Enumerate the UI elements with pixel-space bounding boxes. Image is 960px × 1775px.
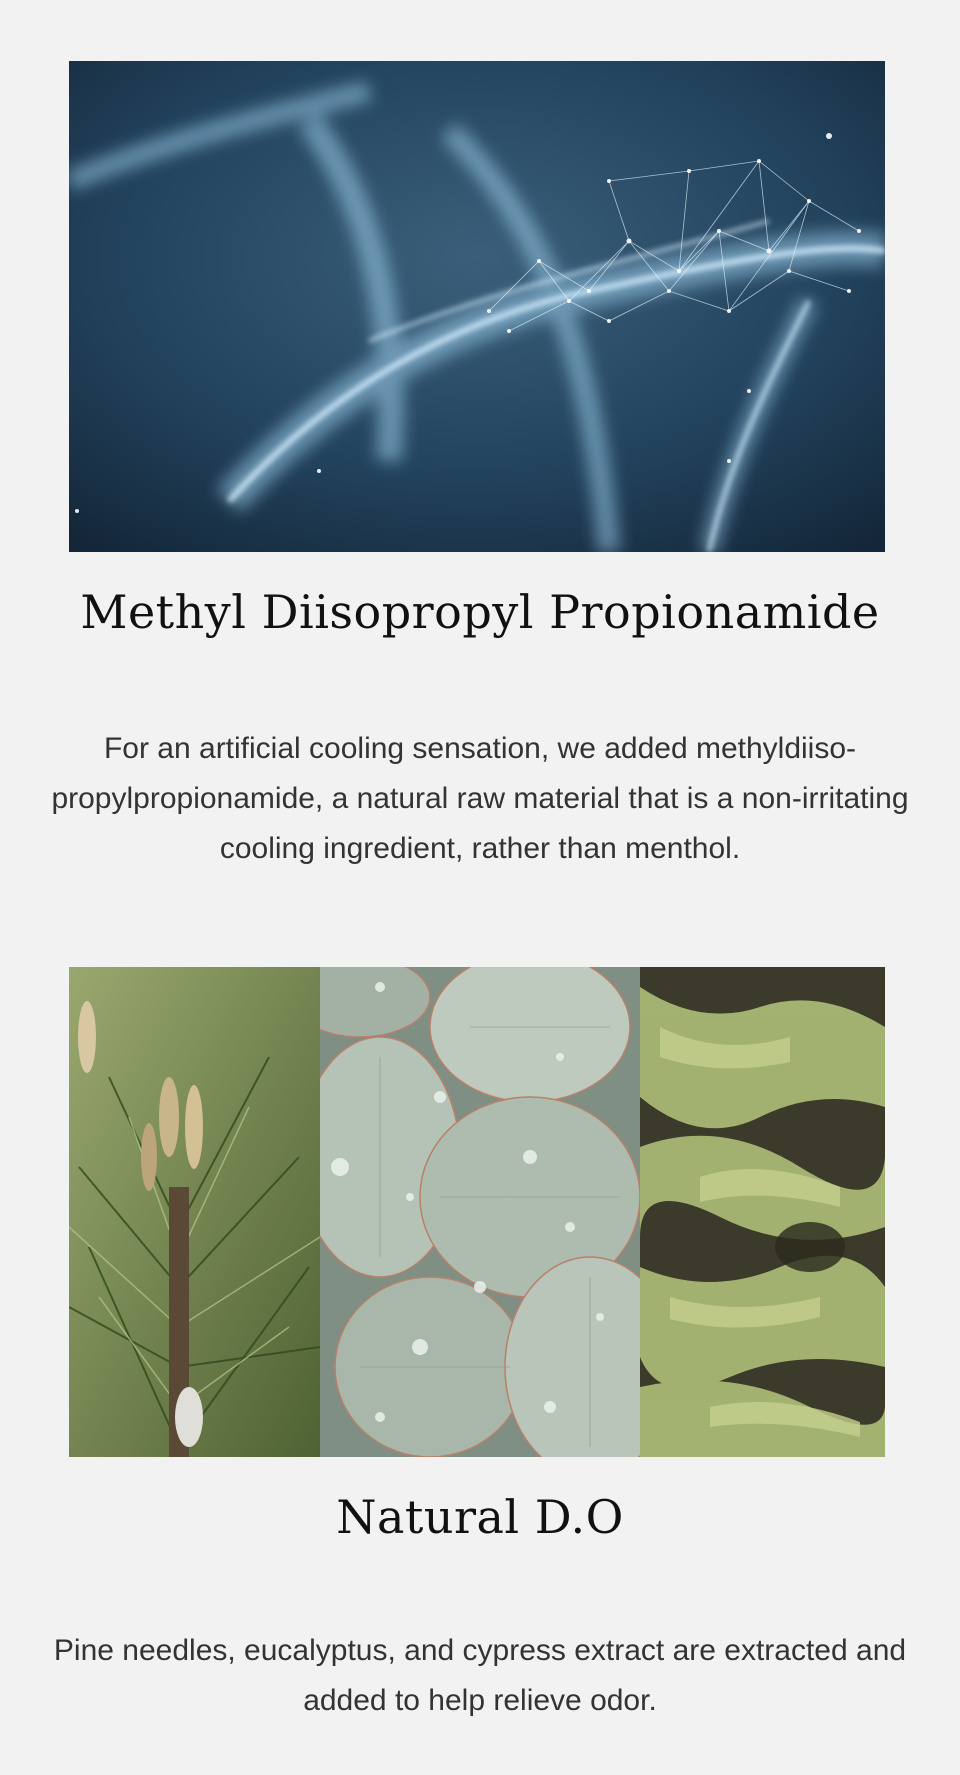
particle-network-image	[69, 61, 885, 552]
section-title: Methyl Diisopropyl Propionamide	[80, 585, 880, 639]
section-title: Natural D.O	[336, 1490, 624, 1544]
section-description: Pine needles, eucalyptus, and cypress extract are extracted and added to help relieve odor.	[53, 1634, 907, 1717]
section-description: For an artificial cooling sensation, we added methyldiiso-propylpropionamide, a natural raw material that is a non-irritating cooling ingredient, rather than menthol.	[51, 732, 909, 865]
cypress-branch-image	[640, 967, 885, 1457]
ingredient-image-strip	[69, 967, 885, 1457]
pine-needles-image	[69, 967, 320, 1457]
eucalyptus-leaves-image	[320, 967, 640, 1457]
